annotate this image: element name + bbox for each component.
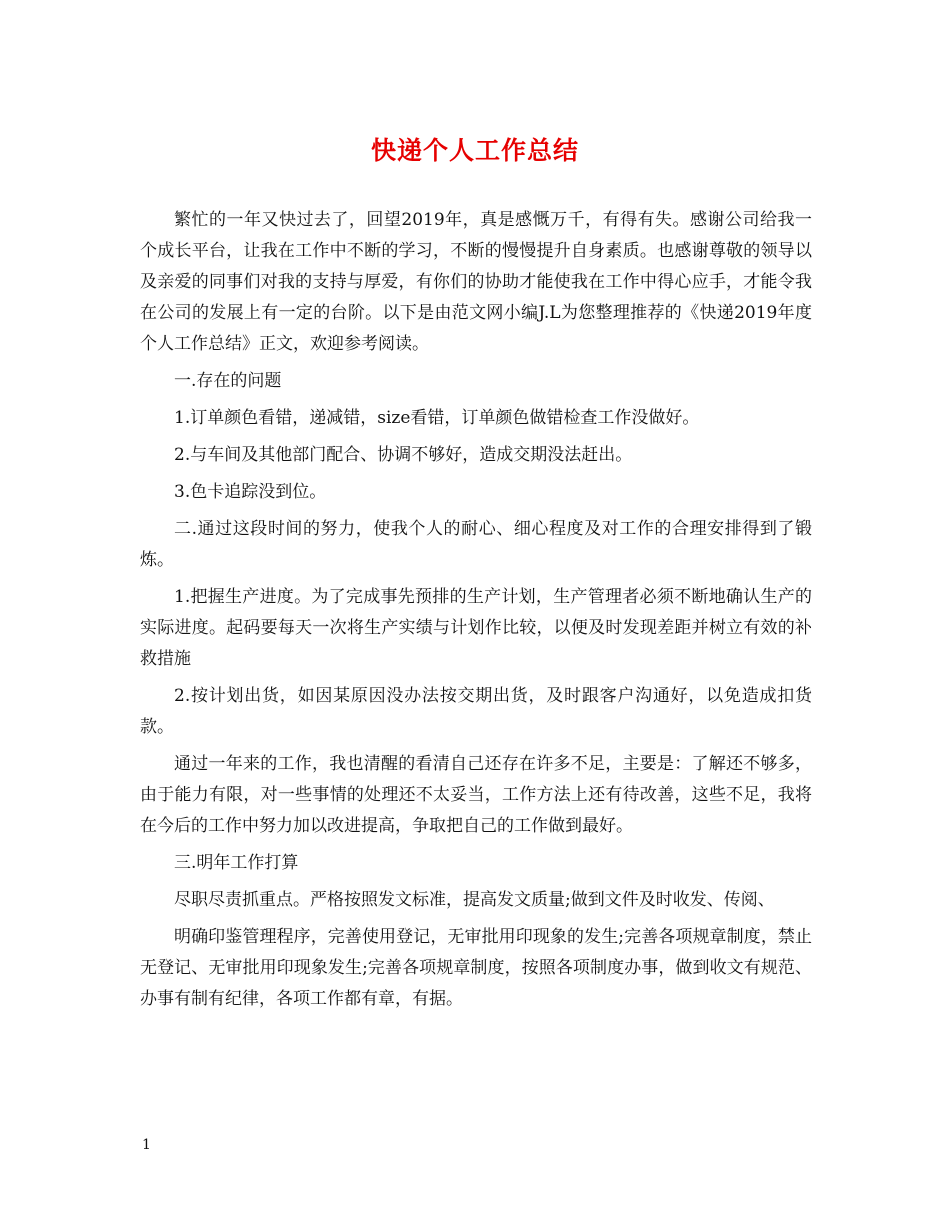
section-heading-plan: 三.明年工作打算: [174, 853, 299, 873]
problem-item: 1.订单颜色看错，递减错，size看错，订单颜色做错检查工作没做好。: [174, 408, 700, 428]
progress-item: 1.把握生产进度。为了完成事先预排的生产计划，生产管理者必须不断地确认生产的实际进度。起码要每天一次将生产实绩与计划作比较，以便及时发现差距并树立有效的补救措施: [140, 587, 812, 669]
problem-item: 2.与车间及其他部门配合、协调不够好，造成交期没法赶出。: [174, 445, 633, 465]
page-number: 1: [142, 1137, 151, 1153]
document-body: [140, 205, 812, 1021]
page-title: 快递个人工作总结: [370, 136, 579, 165]
progress-item: 2.按计划出货，如因某原因没办法按交期出货，及时跟客户沟通好，以免造成扣货款。: [140, 686, 812, 737]
intro-paragraph: 繁忙的一年又快过去了，回望2019年，真是感慨万千，有得有失。感谢公司给我一个成长平台，让我在工作中不断的学习，不断的慢慢提升自身素质。也感谢尊敬的领导以及亲爱的同事们对我的支持与厚爱，有你们的协助才能使我在工作中得心应手，才能令我在公司的发展上有一定的台阶。以下是由范文网小编J.L为您整理推荐的《快递2019年度个人工作总结》正文，欢迎参考阅读。: [140, 210, 812, 354]
section-heading-problems: 一.存在的问题: [174, 371, 282, 391]
problem-item: 3.色卡追踪没到位。: [174, 482, 327, 502]
plan-paragraph: 尽职尽责抓重点。严格按照发文标准，提高发文质量;做到文件及时收发、传阅、: [174, 890, 775, 910]
section-heading-progress: 二.通过这段时间的努力，使我个人的耐心、细心程度及对工作的合理安排得到了锻炼。: [140, 519, 812, 570]
plan-paragraph: 明确印鉴管理程序，完善使用登记，无审批用印现象的发生;完善各项规章制度，禁止无登记、无审批用印现象发生;完善各项规章制度，按照各项制度办事，做到收文有规范、办事有制有纪律，各项工作都有章，有据。: [140, 927, 812, 1009]
reflection-paragraph: 通过一年来的工作，我也清醒的看清自己还存在许多不足，主要是：了解还不够多，由于能力有限，对一些事情的处理还不太妥当，工作方法上还有待改善，这些不足，我将在今后的工作中努力加以改进提高，争取把自己的工作做到最好。: [140, 754, 812, 836]
